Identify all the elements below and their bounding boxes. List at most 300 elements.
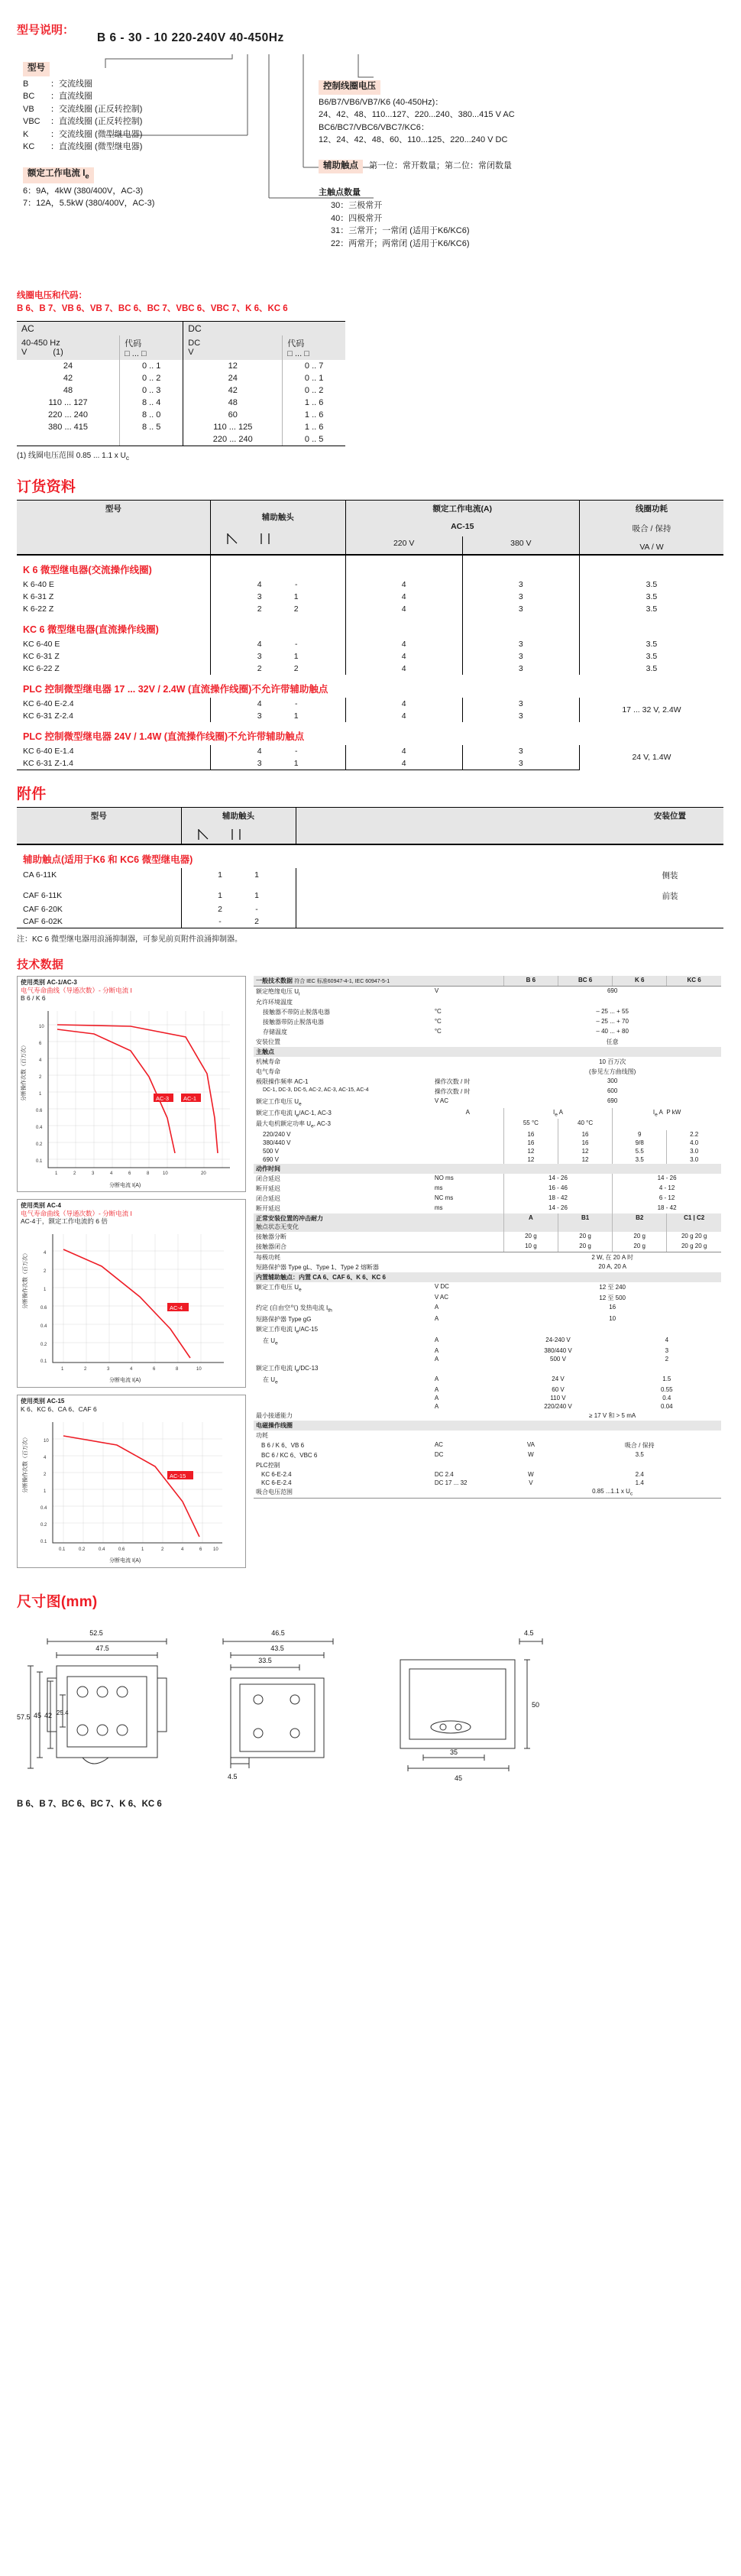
spec-value: 12	[558, 1155, 612, 1164]
row-220v: 4	[345, 578, 462, 591]
row-model: CAF 6-20K	[23, 904, 63, 914]
spec-row	[254, 1324, 721, 1336]
ac-code: 8 .. 0	[120, 409, 183, 421]
spec-row	[254, 1402, 721, 1411]
row-no: 1	[218, 891, 222, 900]
table-row	[17, 745, 723, 757]
spec-value: 3.5	[635, 1451, 644, 1459]
spec-value: 10	[609, 1315, 616, 1323]
spec-band-row	[254, 1164, 721, 1174]
dim-43-5: 43.5	[270, 1644, 284, 1652]
col-model: 型号	[17, 500, 210, 554]
ac-code: 8 .. 5	[120, 421, 183, 433]
dc-voltage: 12	[183, 360, 283, 372]
spec-pair-label: 220/240 V	[544, 1403, 572, 1411]
row-no: 4	[257, 698, 262, 708]
svg-text:10: 10	[163, 1171, 168, 1176]
spec-tag: DC 2.4	[434, 1471, 454, 1479]
row-no: 1	[218, 870, 222, 880]
col-220v: 220 V	[345, 536, 462, 553]
svg-text:1: 1	[44, 1288, 47, 1292]
row-nc: 1	[254, 891, 259, 900]
dimensions-section	[0, 1575, 741, 1810]
spec-row	[254, 1184, 721, 1194]
spec-row	[254, 1385, 721, 1394]
row-model: K 6-31 Z	[23, 591, 54, 601]
spec-band-row	[254, 1421, 721, 1431]
row-plc-spec: 24 V, 1.4W	[579, 745, 723, 770]
svg-text:AC-4: AC-4	[170, 1304, 183, 1311]
row-no: 2	[257, 604, 262, 614]
ordering-title: 订货资料	[17, 478, 76, 495]
spec-label: 500 V	[263, 1147, 279, 1155]
spec-value: 16	[503, 1130, 558, 1139]
svg-text:AC-3: AC-3	[156, 1094, 170, 1102]
table-header-row	[17, 807, 723, 844]
spec-header-standards: 符合 IEC 标准60947-4-1, IEC 60947-5-1	[294, 978, 390, 984]
row-no: 2	[218, 904, 222, 914]
col-coil-power	[579, 500, 723, 554]
row-aux	[181, 915, 296, 928]
svg-text:分断电流 I(A): 分断电流 I(A)	[109, 1182, 141, 1188]
group-title: PLC 控制微型继电器 17 ... 32V / 2.4W (直流操作线圈)不允许带辅助触点	[23, 683, 328, 695]
spec-label: 额定工作电流 $I_e/DC-13$	[256, 1365, 319, 1374]
spec-row	[254, 1139, 721, 1147]
ac-voltage: 380 ... 415	[48, 422, 89, 432]
dc-voltage: 220 ... 240	[183, 433, 283, 446]
aux-contacts-block	[319, 159, 741, 174]
group-header-row	[17, 615, 723, 638]
spec-row	[254, 997, 721, 1007]
rated-current-tag-label: 额定工作电流 I	[28, 168, 86, 178]
svg-text:10: 10	[213, 1547, 218, 1552]
spec-pair-value: 4	[665, 1336, 669, 1343]
spec-unit: V AC	[434, 1097, 449, 1105]
spec-value: 0.85 ...1.1 x $U_c$	[503, 1487, 721, 1498]
col-k6: K 6	[613, 976, 667, 986]
spec-value: 20 g	[613, 1232, 667, 1242]
spec-label: 短路保护器 Type gG	[256, 1316, 312, 1324]
row-aux	[181, 868, 296, 883]
spec-unit: ms	[434, 1204, 443, 1211]
chart-caption	[18, 977, 245, 1003]
technical-data-section	[0, 944, 741, 1575]
svg-text:2: 2	[39, 1074, 42, 1080]
spec-pair-label: 24-240 V	[545, 1336, 571, 1343]
row-nc: 1	[293, 711, 299, 721]
spec-row	[254, 1057, 721, 1067]
general-tech-data-table	[254, 976, 721, 1499]
spec-row: 最大电机额定功率 $U_e$, AC-3 55 °C 40 °C	[254, 1119, 721, 1130]
dimensions-title: 尺寸图(mm)	[17, 1593, 98, 1610]
spec-value: 16	[558, 1139, 612, 1147]
accessories-section	[0, 770, 741, 944]
dc-code: 0 .. 1	[283, 372, 345, 384]
spec-label: 断开延迟	[256, 1184, 280, 1192]
spec-value: 12	[503, 1155, 558, 1164]
row-mount: 侧装	[662, 870, 678, 880]
dc-code: 1 .. 6	[283, 409, 345, 421]
spec-row	[254, 1355, 721, 1363]
spec-label: 额定工作电压 $U_e$	[256, 1098, 302, 1107]
spec-value: 任意	[606, 1039, 619, 1046]
row-model: KC 6-40 E-2.4	[23, 698, 74, 708]
row-380v: 3	[462, 650, 579, 663]
svg-text:10: 10	[39, 1024, 44, 1029]
accessories-table	[17, 807, 723, 928]
spec-pair-label: 110 V	[550, 1395, 566, 1402]
dim-45: 45	[34, 1711, 42, 1719]
spec-label: 额定工作电流 $I_e/AC-15$	[256, 1326, 319, 1335]
row-220v: 4	[345, 663, 462, 675]
spec-band-row	[254, 1272, 721, 1282]
spec-row	[254, 1375, 721, 1386]
svg-text:1: 1	[44, 1489, 47, 1494]
spec-value: – 25 ... + 55	[596, 1008, 629, 1016]
table-row	[17, 883, 723, 903]
svg-text:4: 4	[44, 1251, 47, 1256]
dim-42: 42	[44, 1711, 53, 1719]
spec-unit: W	[528, 1451, 534, 1459]
spec-unit: VA	[526, 1441, 535, 1449]
table-row	[17, 868, 723, 883]
row-220v: 4	[345, 698, 462, 710]
row-no: 3	[257, 651, 262, 661]
spec-row	[254, 1440, 721, 1450]
svg-text:0.2: 0.2	[79, 1547, 86, 1552]
svg-text:4: 4	[110, 1171, 113, 1176]
svg-text:1: 1	[55, 1171, 58, 1176]
type-item-sep: ：	[50, 92, 59, 102]
coil-voltage-tag: 控制线圈电压	[319, 80, 380, 95]
spec-row	[254, 1017, 721, 1027]
type-item-sep: ：	[50, 104, 59, 114]
row-no: 3	[257, 758, 262, 768]
spec-label: 约定 (自由空气) 发热电流 $I_{th}$	[256, 1304, 332, 1314]
model-code-string: B 6 - 30 - 10 220-240V 40-450Hz	[97, 31, 284, 44]
spec-row	[254, 1204, 721, 1213]
spec-label: B 6 / K 6、VB 6	[261, 1442, 305, 1450]
dimension-front-view	[17, 1619, 193, 1787]
spec-value: 10 g	[503, 1242, 558, 1252]
spec-table-column	[254, 976, 721, 1499]
row-model: KC 6-31 Z	[23, 651, 60, 661]
ac-voltage: 42	[63, 373, 73, 383]
va-w-label: VA / W	[639, 542, 664, 552]
spec-value: 吸合 / 保持	[624, 1442, 655, 1450]
ac-voltage: 24	[63, 361, 73, 371]
row-380v: 3	[462, 638, 579, 650]
chart-ac15	[17, 1395, 246, 1568]
rated-current-tag-sub: e	[85, 171, 89, 180]
coil-codes-title-2: B 6、B 7、VB 6、VB 7、BC 6、BC 7、VBC 6、VBC 7、K 6、KC 6	[17, 304, 288, 314]
row-mount	[616, 903, 723, 915]
ac-code: 0 .. 2	[120, 372, 183, 384]
spec-row	[254, 1027, 721, 1037]
row-aux	[210, 757, 345, 770]
dimension-side-view	[205, 1619, 365, 1787]
spec-row	[254, 1411, 721, 1421]
table-row	[17, 360, 345, 372]
spec-value: 2 W, 在 20 A 时	[591, 1253, 633, 1261]
dc-voltage: 110 ... 125	[183, 421, 283, 433]
spec-unit: A	[434, 1347, 439, 1355]
table-row	[17, 397, 345, 409]
ac-code: 8 .. 4	[120, 397, 183, 409]
spec-row	[254, 1303, 721, 1314]
type-item-code: B	[23, 79, 29, 89]
table-row	[17, 384, 345, 397]
dc-col1-line2: V	[188, 347, 194, 357]
spec-row	[254, 1450, 721, 1460]
spec-row	[254, 1087, 721, 1097]
spec-value: 12	[558, 1147, 612, 1155]
dim-35: 35	[449, 1748, 458, 1756]
spec-value: 20 g	[558, 1232, 612, 1242]
chart-caption-model: K 6、KC 6、CA 6、CAF 6	[21, 1405, 97, 1413]
spec-label: 短路保护器 Type gL、Type 1、Type 2 熔断器	[256, 1263, 379, 1271]
table-row	[17, 421, 345, 433]
aux-contacts-text: 第一位：常开数量；第二位：常闭数量	[369, 160, 513, 170]
spec-value: 3.0	[667, 1155, 721, 1164]
ac-voltage	[17, 433, 120, 446]
spec-unit: ms	[434, 1184, 443, 1191]
spec-pair-value-alt: 0.55	[661, 1386, 673, 1394]
group-title: K 6 微型继电器(交流操作线圈)	[23, 564, 152, 575]
spec-row	[254, 1007, 721, 1017]
type-item-sep: ：	[50, 142, 59, 152]
spec-row	[254, 1232, 721, 1242]
dc-code: 1 .. 6	[283, 421, 345, 433]
type-item-sep: ：	[50, 117, 59, 127]
svg-text:0.6: 0.6	[40, 1306, 47, 1311]
row-380v: 3	[462, 710, 579, 722]
ordering-section	[0, 462, 741, 770]
dim-33-5: 33.5	[258, 1656, 272, 1664]
row-nc: 1	[293, 591, 299, 601]
spec-label: KC 6-E-2.4	[261, 1479, 292, 1487]
type-item-code: K	[23, 129, 29, 139]
row-mount	[616, 915, 723, 928]
svg-text:2: 2	[161, 1547, 164, 1552]
chart-caption-title: 使用类别 AC-1/AC-3	[21, 978, 77, 986]
spec-row	[254, 1460, 721, 1470]
spec-row	[254, 1470, 721, 1479]
svg-text:3: 3	[92, 1171, 95, 1176]
table-row	[17, 915, 723, 928]
spec-unit: A	[434, 1386, 439, 1394]
svg-text:6: 6	[128, 1171, 131, 1176]
ac-voltage: 110 ... 127	[48, 397, 88, 407]
svg-text:0.2: 0.2	[40, 1522, 47, 1528]
svg-text:0.1: 0.1	[40, 1539, 47, 1544]
spec-row	[254, 1431, 721, 1440]
group-title: KC 6 微型继电器(直流操作线圈)	[23, 624, 159, 635]
type-item-code: KC	[23, 142, 35, 152]
row-aux	[210, 710, 345, 722]
spec-value: 1.4	[635, 1479, 644, 1487]
spec-label: 功耗	[256, 1432, 268, 1440]
row-380v: 3	[462, 698, 579, 710]
spec-label: 每极功耗	[256, 1253, 280, 1261]
rated-current-tag	[23, 167, 94, 183]
row-model: KC 6-40 E-1.4	[23, 746, 74, 756]
type-item-desc: 交流线圈 (微型继电器)	[59, 129, 143, 139]
spec-label: 接触器不带防止脱落电器	[263, 1009, 330, 1016]
shock-col: B2	[613, 1213, 667, 1232]
spec-unit: A	[434, 1395, 439, 1402]
type-tag: 型号	[23, 62, 50, 76]
chart-caption	[18, 1200, 245, 1226]
group-title: 辅助触点(适用于K6 和 KC6 微型继电器)	[23, 854, 193, 865]
spec-value: 14 - 26	[503, 1174, 612, 1184]
ac-col1-footnote-ref: (1)	[53, 347, 63, 357]
spec-label: 380/440 V	[263, 1139, 291, 1146]
row-model: KC 6-31 Z-2.4	[23, 711, 73, 721]
spec-unit: V	[529, 1479, 533, 1487]
spec-row	[254, 1174, 721, 1184]
svg-text:分断操作次数（百万次）: 分断操作次数（百万次）	[21, 1042, 27, 1101]
row-model: CAF 6-11K	[23, 891, 63, 900]
table-header-row	[17, 500, 723, 520]
svg-text:8: 8	[147, 1171, 150, 1176]
spec-unit: W	[528, 1471, 534, 1479]
spec-pair-label: 380/440 V	[544, 1347, 572, 1355]
row-aux	[181, 903, 296, 915]
row-aux	[210, 745, 345, 757]
dim-46-5: 46.5	[271, 1628, 285, 1637]
spec-band-label: 电磁操作线圈	[256, 1422, 293, 1430]
spec-unit: A	[434, 1336, 439, 1343]
ac-col1-header	[17, 335, 120, 360]
svg-text:0.2: 0.2	[40, 1343, 47, 1347]
row-no: 2	[257, 663, 262, 673]
row-aux	[210, 650, 345, 663]
model-explanation-right-column	[319, 62, 741, 250]
spec-label: 接触器闭合	[256, 1243, 286, 1250]
spec-pair-value: 1.5	[662, 1375, 671, 1382]
spec-tag: DC	[434, 1451, 444, 1459]
dim-4-5-rear: 4.5	[524, 1628, 534, 1637]
spec-label: 机械寿命	[256, 1058, 280, 1066]
spec-value: 4 - 12	[613, 1184, 721, 1194]
spec-value: (参见左方曲线图)	[589, 1068, 636, 1076]
svg-text:0.4: 0.4	[36, 1125, 43, 1130]
spec-value: – 40 ... + 80	[596, 1028, 629, 1035]
svg-text:10: 10	[44, 1438, 49, 1444]
spec-value: 2.2	[667, 1130, 721, 1139]
col-380v: 380 V	[462, 536, 579, 553]
spec-value-pair: 20 g 20 g	[667, 1242, 721, 1252]
spec-band-row	[254, 1047, 721, 1057]
spec-value: 20 A, 20 A	[598, 1262, 626, 1270]
contact-symbols	[188, 821, 290, 841]
aux-contacts-tag: 辅助触点	[319, 160, 363, 174]
spec-tag: AC	[434, 1441, 443, 1449]
chart-caption	[18, 1395, 245, 1414]
accessories-note: 注：KC 6 微型继电器用浪涌抑制器，可参见前页附件浪涌抑制器。	[17, 935, 243, 944]
coil-voltage-item: 12、24、42、48、60、110...125、220...240 V DC	[319, 135, 508, 145]
spec-label: 存储温度	[263, 1029, 287, 1036]
spec-value: 18 - 42	[613, 1204, 721, 1213]
spec-value: 12 至 240	[599, 1283, 626, 1291]
dim-52-5: 52.5	[89, 1628, 103, 1637]
type-item-desc: 交流线圈	[59, 79, 92, 89]
spec-row	[254, 1282, 721, 1294]
spec-row	[254, 1252, 721, 1262]
ac-code: 0 .. 3	[120, 384, 183, 397]
svg-text:0.6: 0.6	[36, 1108, 43, 1113]
table-row	[17, 698, 723, 710]
spec-unit: °C	[434, 1028, 442, 1035]
row-nc: -	[294, 579, 298, 589]
chart-plot-area	[18, 1003, 244, 1191]
spec-value: 4.0	[667, 1139, 721, 1147]
svg-text:4: 4	[39, 1058, 42, 1063]
group-title: PLC 控制微型继电器 24V / 1.4W (直流操作线圈)不允许带辅助触点	[23, 731, 305, 742]
svg-text:8: 8	[176, 1367, 179, 1372]
dc-voltage: 60	[183, 409, 283, 421]
spec-label: 吸合电压范围	[254, 1487, 432, 1498]
spec-value: 10 百万次	[599, 1058, 626, 1066]
coil-voltage-item: 24、42、48、110...127、220...240、380...415 V AC	[319, 110, 515, 120]
spec-value: 18 - 42	[503, 1194, 612, 1204]
row-nc: -	[255, 904, 258, 914]
spec-row	[254, 1097, 721, 1108]
type-item-sep: ：	[50, 129, 59, 139]
table-row	[17, 638, 723, 650]
dc-header: DC	[183, 321, 345, 335]
spec-pair-label: 60 V	[552, 1386, 565, 1394]
ac-col2-line2: □ ... □	[125, 348, 147, 358]
dim-50: 50	[532, 1700, 540, 1709]
spec-unit: V AC	[434, 1294, 449, 1301]
type-item-sep: ：	[50, 79, 59, 89]
spec-value: 12 至 500	[599, 1294, 626, 1302]
row-power: 3.5	[579, 663, 723, 675]
dc-voltage: 42	[183, 384, 283, 397]
spec-label: 安装位置	[256, 1039, 280, 1046]
spec-value: 16	[558, 1130, 612, 1139]
row-model: CA 6-11K	[23, 870, 57, 880]
spec-value: 16	[503, 1139, 558, 1147]
spec-unit: A	[434, 1375, 439, 1382]
spec-row	[254, 1077, 721, 1087]
row-plc-spec: 17 ... 32 V, 2.4W	[579, 698, 723, 722]
technical-data-title: 技术数据	[17, 957, 64, 971]
spec-unit: °C	[434, 1018, 442, 1026]
chart-caption-title: 使用类别 AC-15	[21, 1398, 65, 1405]
type-code-list	[23, 78, 275, 154]
spec-label: PLC控制	[256, 1462, 280, 1469]
spec-pair-value: 3	[665, 1347, 669, 1355]
svg-text:0.1: 0.1	[40, 1359, 47, 1364]
spec-row	[254, 1037, 721, 1047]
coil-codes-title-1: 线圈电压和代码：	[17, 291, 87, 300]
charts-column	[17, 976, 246, 1575]
row-220v: 4	[345, 591, 462, 603]
row-aux	[181, 883, 296, 903]
table-row	[17, 335, 345, 360]
row-380v: 3	[462, 603, 579, 615]
spec-label: DC-1, DC-3, DC-5, AC-2, AC-3, AC-15, AC-4	[263, 1087, 369, 1094]
spec-row	[254, 1336, 721, 1347]
svg-text:0.2: 0.2	[36, 1142, 43, 1147]
series-ac1	[57, 1025, 218, 1153]
spec-tag: DC 17 ... 32	[434, 1479, 468, 1487]
chart-caption-sub: 电气寿命曲线（导通次数）- 分断电流 I	[21, 986, 132, 994]
group-header-row	[17, 844, 723, 868]
